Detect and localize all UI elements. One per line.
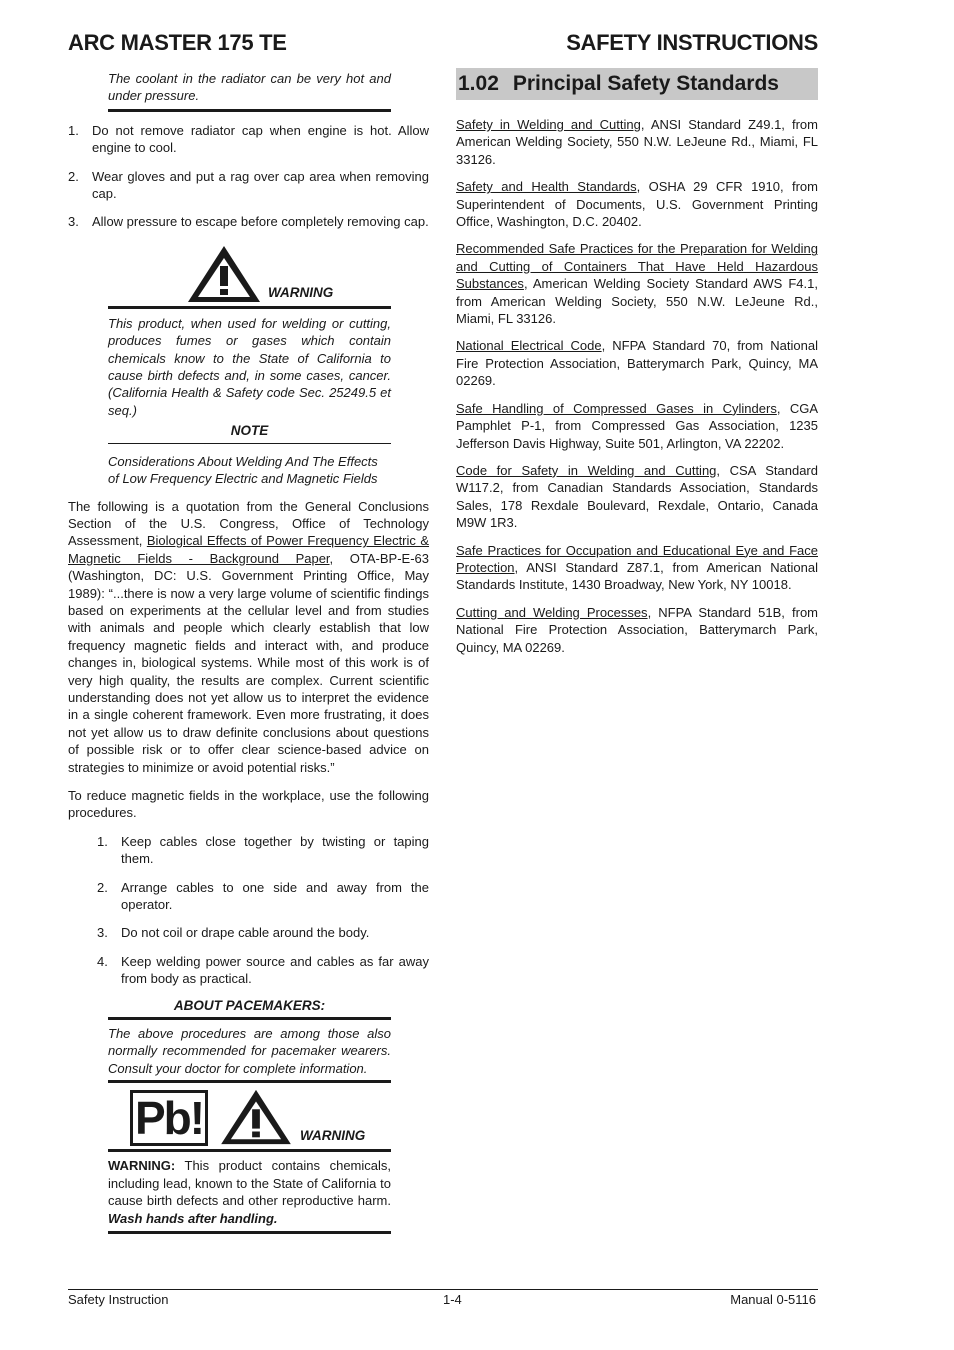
lead-warning-body: This product contains chemicals, including lead, known to the State of California to cause birth defects and other reproductive harm.: [108, 1158, 391, 1209]
standard-detail: , CSA Standard W117.2, from Canadian Standards Association, Standards Sales, 178 Rexdale Boulevard, Rexdale, Ontario, Canada M9W 1R3.: [456, 462, 818, 531]
list-text: Do not remove radiator cap when engine is hot. Allow engine to cool.: [92, 122, 429, 156]
section-heading: [456, 68, 818, 100]
list-text: Keep welding power source and cables as far away from body as practical.: [121, 953, 429, 987]
divider: [108, 109, 391, 112]
footer-right: Manual 0-5116: [730, 1292, 816, 1307]
standard-title: Safety and Health Standards: [456, 179, 637, 195]
lead-warning-header: [108, 1088, 391, 1146]
quote-intro: The following is a quotation from the General Conclusions Section of the U.S. Congress, Office of Technology Assessment,: [68, 498, 429, 549]
standard-detail: , NFPA Standard 51B, from National Fire Protection Association, Batterymarch Park, Quincy, MA 02269.: [456, 604, 818, 655]
standard-detail: , NFPA Standard 70, from National Fire Protection Association, Batterymarch Park, Quincy, MA 02269.: [456, 338, 818, 389]
standard-detail: , CGA Pamphlet P-1, from Compressed Gas Association, 1235 Jefferson Davis Highway, Suite 501, Arlington, VA 22202.: [456, 400, 819, 451]
right-column: [456, 68, 818, 656]
list-item: [68, 168, 429, 203]
note-text: Considerations About Welding And The Effects of Low Frequency Electric and Magnetic Fields: [108, 453, 378, 487]
standard-title: Code for Safety in Welding and Cutting: [456, 462, 717, 478]
standard-title: Cutting and Welding Processes: [456, 604, 648, 620]
list-text: Allow pressure to escape before completely removing cap.: [92, 214, 429, 230]
lead-symbol: Pb!: [130, 1090, 208, 1146]
quote-source-title: Biological Effects of Power Frequency Electric & Magnetic Fields - Background Paper: [68, 533, 430, 566]
footer-left: Safety Instruction: [68, 1292, 169, 1307]
standard-detail: , ANSI Standard Z87.1, from American National Standards Institute, 1430 Broadway, New York, NY 10018.: [456, 559, 818, 593]
list-number: 2.: [68, 168, 79, 184]
note-label: NOTE: [230, 423, 269, 439]
list-number: 2.: [97, 879, 108, 895]
list-item: [97, 924, 429, 941]
list-item: [97, 953, 429, 988]
divider: [108, 1080, 391, 1083]
lead-warning-wash: Wash hands after handling.: [108, 1210, 278, 1226]
list-number: 4.: [97, 953, 108, 969]
pacemaker-label: ABOUT PACEMAKERS:: [173, 997, 326, 1013]
list-text: Keep cables close together by twisting or taping them.: [121, 833, 429, 867]
standard-reference: [456, 240, 818, 327]
divider: [108, 1017, 391, 1020]
standard-reference: [456, 178, 818, 230]
divider: [108, 1149, 391, 1152]
warning-label: WARNING: [300, 1127, 366, 1143]
list-number: 3.: [97, 925, 108, 941]
list-item: [68, 122, 429, 157]
list-item: [97, 833, 429, 868]
standard-title: Safe Handling of Compressed Gases in Cylinders: [456, 400, 777, 416]
left-column: [68, 68, 429, 1234]
section-title: Principal Safety Standards: [512, 72, 779, 96]
standard-reference: [456, 116, 818, 168]
lead-warning-bold: WARNING:: [108, 1158, 176, 1174]
lead-warning-text: [108, 1157, 391, 1227]
list-text: Wear gloves and put a rag over cap area when removing cap.: [92, 168, 429, 202]
standard-detail: , ANSI Standard Z49.1, from American Welding Society, 550 N.W. LeJeune Rd., Miami, FL 33126.: [456, 117, 818, 167]
standard-reference: [456, 337, 818, 389]
standard-title: National Electrical Code: [456, 338, 602, 354]
standard-detail: , OSHA 29 CFR 1910, from Superintendent of Documents, U.S. Government Printing Office, Washington, D.C. 20402.: [456, 179, 818, 230]
section-number: 1.02: [458, 72, 499, 96]
coolant-note: The coolant in the radiator can be very hot and under pressure.: [108, 71, 391, 104]
warning-label: WARNING: [268, 285, 334, 301]
standard-detail: , American Welding Society Standard AWS F4.1, from American Welding Society, 550 N.W. LeJeune Rd., Miami, FL 33126.: [456, 276, 818, 327]
radiator-steps: [68, 122, 429, 231]
standard-reference: [456, 400, 818, 452]
quote-body: , OTA-BP-E-63 (Washington, DC: U.S. Government Printing Office, May 1989): “...there is now a very large volume of scientific findings based on experiments at the cellular level and from studies with animals and people which clearly establish that low frequency magnetic fields and interact with, and produce changes in, biological systems. While most of this work is of very high quality, the results are complex. Current scientific understanding does not yet allow us to interpret the evidence in a single coherent framework. Even more frustrating, it does not yet allow us to draw definite conclusions about questions of possible risk or to offer clear science-based advice on strategies to minimize or avoid potential risks.”: [68, 550, 429, 775]
standard-title: Safe Practices for Occupation and Educational Eye and Face Protection: [456, 542, 818, 575]
pacemaker-text: The above procedures are among those also normally recommended for pacemaker wearers. Consult your doctor for complete information.: [108, 1026, 391, 1076]
footer-divider: [68, 1289, 818, 1290]
list-number: 1.: [68, 122, 79, 138]
list-item: [97, 879, 429, 914]
standard-title: Safety in Welding and Cutting: [456, 117, 641, 132]
list-text: Arrange cables to one side and away from the operator.: [121, 879, 429, 913]
standard-reference: [456, 462, 818, 532]
procedure-list: [97, 833, 429, 988]
reduce-intro: To reduce magnetic fields in the workplace, use the following procedures.: [68, 788, 429, 821]
warning-triangle-icon: [218, 1088, 294, 1146]
warning-triangle-icon: [186, 244, 262, 304]
divider: [108, 306, 391, 309]
coolant-caution-box: [108, 68, 391, 112]
divider: [108, 1231, 391, 1234]
quotation-paragraph: [68, 498, 429, 777]
standard-reference: [456, 604, 818, 656]
warning-header: [108, 242, 391, 304]
list-number: 3.: [68, 214, 79, 230]
page-number: 1-4: [443, 1292, 462, 1307]
divider: [108, 443, 391, 444]
list-text: Do not coil or drape cable around the body.: [121, 925, 370, 941]
prop65-warning-box: [108, 242, 391, 488]
header-section: SAFETY INSTRUCTIONS: [566, 30, 818, 55]
list-number: 1.: [97, 833, 108, 849]
standard-title: Recommended Safe Practices for the Preparation for Welding and Cutting of Containers That Have Held Hazardous Substances: [456, 241, 818, 292]
header-title: ARC MASTER 175 TE: [68, 30, 287, 55]
prop65-text: This product, when used for welding or cutting, produces fumes or gases which contain chemicals know to the State of California to cause birth defects and, in some cases, cancer. (California Health & Safety code Sec. 25249.5 et seq.): [108, 315, 391, 418]
standard-reference: [456, 542, 818, 594]
pacemaker-box: [108, 997, 391, 1234]
list-item: [68, 213, 429, 230]
